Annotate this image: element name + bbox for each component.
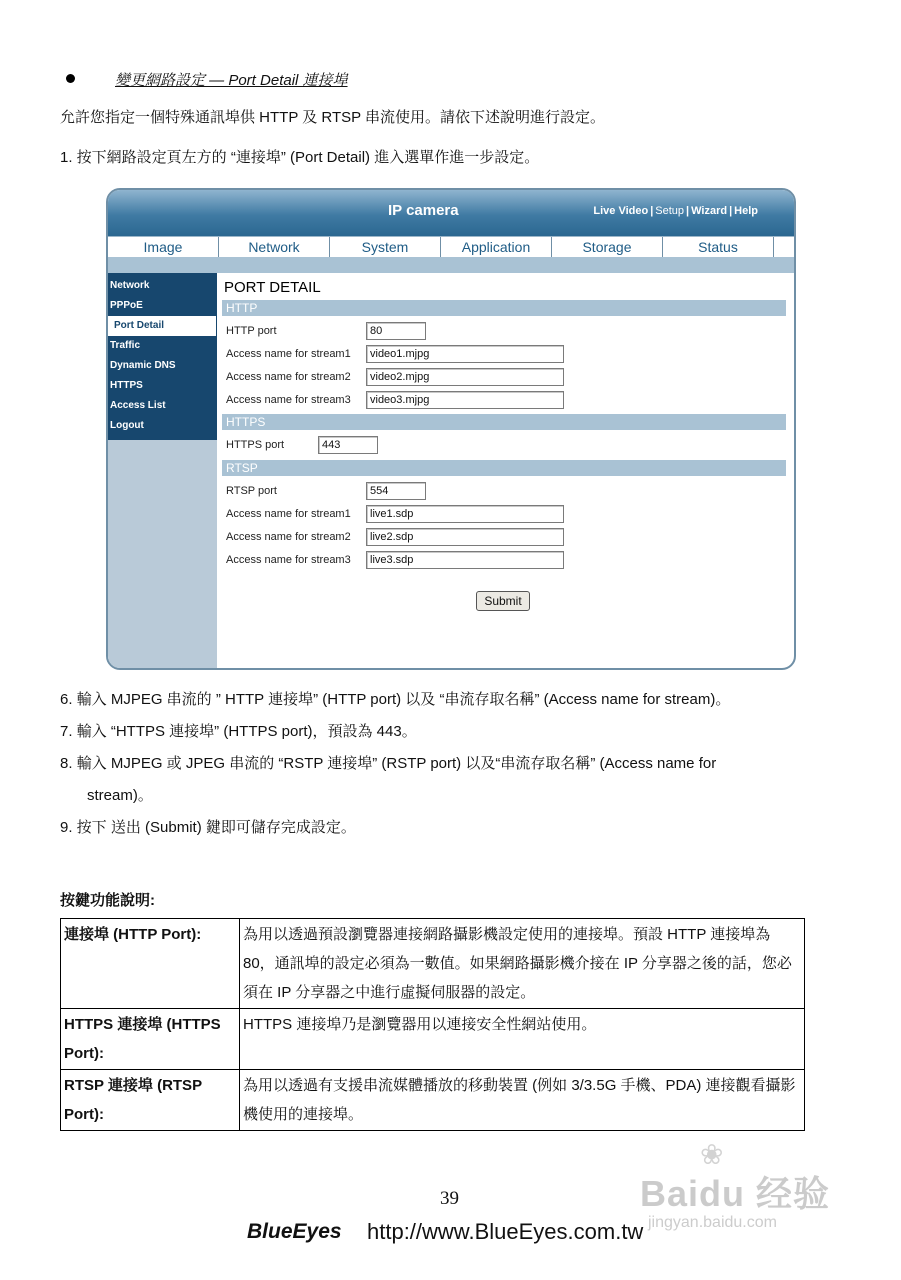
table-row bbox=[61, 919, 805, 1009]
ip-camera-screenshot bbox=[106, 188, 796, 670]
submit-button[interactable]: Submit bbox=[476, 591, 530, 611]
http-port-label: HTTP port bbox=[226, 325, 277, 337]
https-section-header: HTTPS bbox=[222, 414, 786, 430]
http-stream3-input[interactable]: video3.mjpg bbox=[366, 391, 564, 409]
sidebar-item-traffic[interactable]: Traffic bbox=[110, 340, 141, 351]
http-stream2-input[interactable]: video2.mjpg bbox=[366, 368, 564, 386]
baidu-watermark-url: jingyan.baidu.com bbox=[648, 1214, 777, 1231]
tab-network[interactable]: Network bbox=[219, 237, 330, 257]
camera-header bbox=[108, 190, 794, 236]
table-row bbox=[61, 1009, 805, 1070]
key-table-heading: 按鍵功能說明: bbox=[60, 892, 155, 909]
rtsp-stream1-label: Access name for stream1 bbox=[226, 508, 351, 520]
link-live-video[interactable]: Live Video bbox=[593, 205, 649, 217]
http-stream3-label: Access name for stream3 bbox=[226, 394, 351, 406]
https-port-input[interactable]: 443 bbox=[318, 436, 378, 454]
key-cell: RTSP 連接埠 (RTSP Port): bbox=[61, 1070, 240, 1131]
tab-system[interactable]: System bbox=[330, 237, 441, 257]
sidebar-item-dynamic-dns[interactable]: Dynamic DNS bbox=[110, 360, 176, 371]
sidebar-item-logout[interactable]: Logout bbox=[110, 420, 144, 431]
link-help[interactable]: Help bbox=[734, 205, 758, 217]
link-wizard[interactable]: Wizard bbox=[691, 205, 728, 217]
intro-text: 允許您指定一個特殊通訊埠供 HTTP 及 RTSP 串流使用。請依下述說明進行設定。 bbox=[60, 109, 606, 126]
step-8-continued: stream)。 bbox=[87, 787, 153, 804]
step-7: 7. 輸入 “HTTPS 連接埠” (HTTPS port)，預設為 443。 bbox=[60, 723, 417, 740]
key-function-table bbox=[60, 918, 805, 1131]
key-cell: HTTPS 連接埠 (HTTPS Port): bbox=[61, 1009, 240, 1070]
camera-sidebar bbox=[108, 273, 217, 668]
step-1: 1. 按下網路設定頁左方的 “連接埠” (Port Detail) 進入選單作進一步設定。 bbox=[60, 149, 540, 166]
http-stream2-label: Access name for stream2 bbox=[226, 371, 351, 383]
http-section-header: HTTP bbox=[222, 300, 786, 316]
step-8: 8. 輸入 MJPEG 或 JPEG 串流的 “RSTP 連接埠” (RSTP port) 以及“串流存取名稱” (Access name for bbox=[60, 755, 717, 772]
http-stream1-label: Access name for stream1 bbox=[226, 348, 351, 360]
sidebar-item-access-list[interactable]: Access List bbox=[110, 400, 166, 411]
rtsp-stream2-input[interactable]: live2.sdp bbox=[366, 528, 564, 546]
tab-status[interactable]: Status bbox=[663, 237, 774, 257]
rtsp-port-label: RTSP port bbox=[226, 485, 277, 497]
desc-cell: 為用以透過預設瀏覽器連接網路攝影機設定使用的連接埠。預設 HTTP 連接埠為 80，通訊埠的設定必須為一數值。如果網路攝影機介接在 IP 分享器之後的話，您必須在 IP 分享器之中進行虛擬伺服器的設定。 bbox=[240, 919, 805, 1009]
rtsp-stream2-label: Access name for stream2 bbox=[226, 531, 351, 543]
footer-brand-logo: BlueEyes bbox=[247, 1220, 342, 1243]
rtsp-stream1-input[interactable]: live1.sdp bbox=[366, 505, 564, 523]
footer-url: http://www.BlueEyes.com.tw bbox=[367, 1219, 644, 1244]
paw-watermark-icon: ❀ bbox=[700, 1139, 724, 1170]
desc-cell: 為用以透過有支援串流媒體播放的移動裝置 (例如 3/3.5G 手機、PDA) 連接觀看攝影機使用的連接埠。 bbox=[240, 1070, 805, 1131]
desc-cell: HTTPS 連接埠乃是瀏覽器用以連接安全性網站使用。 bbox=[240, 1009, 805, 1070]
step-9: 9. 按下 送出 (Submit) 鍵即可儲存完成設定。 bbox=[60, 819, 356, 836]
page-number: 39 bbox=[440, 1188, 459, 1209]
http-port-input[interactable]: 80 bbox=[366, 322, 426, 340]
section-heading: 變更網路設定 — Port Detail 連接埠 bbox=[115, 72, 348, 89]
sidebar-item-network[interactable]: Network bbox=[110, 280, 150, 291]
key-cell: 連接埠 (HTTP Port): bbox=[61, 919, 240, 1009]
header-links: Live Video | Setup | Wizard | Help bbox=[593, 205, 758, 217]
rtsp-stream3-input[interactable]: live3.sdp bbox=[366, 551, 564, 569]
link-setup[interactable]: Setup bbox=[655, 205, 685, 217]
bullet-icon bbox=[66, 74, 75, 83]
sidebar-item-port-detail[interactable]: Port Detail bbox=[108, 316, 216, 336]
rtsp-port-input[interactable]: 554 bbox=[366, 482, 426, 500]
tab-storage[interactable]: Storage bbox=[552, 237, 663, 257]
table-row bbox=[61, 1070, 805, 1131]
sidebar-menu bbox=[108, 273, 217, 440]
http-stream1-input[interactable]: video1.mjpg bbox=[366, 345, 564, 363]
https-port-label: HTTPS port bbox=[226, 439, 285, 451]
camera-title: IP camera bbox=[388, 202, 459, 219]
sidebar-item-pppoe[interactable]: PPPoE bbox=[110, 300, 143, 311]
rtsp-stream3-label: Access name for stream3 bbox=[226, 554, 351, 566]
step-6: 6. 輸入 MJPEG 串流的 ” HTTP 連接埠” (HTTP port) 以及 “串流存取名稱” (Access name for stream)。 bbox=[60, 691, 731, 708]
baidu-watermark: Baidu 经验 bbox=[640, 1173, 831, 1214]
port-detail-title: PORT DETAIL bbox=[224, 279, 321, 296]
sidebar-item-https[interactable]: HTTPS bbox=[110, 380, 143, 391]
rtsp-section-header: RTSP bbox=[222, 460, 786, 476]
camera-tabs bbox=[108, 236, 794, 258]
header-band bbox=[108, 257, 794, 273]
tab-application[interactable]: Application bbox=[441, 237, 552, 257]
tab-image[interactable]: Image bbox=[108, 237, 219, 257]
